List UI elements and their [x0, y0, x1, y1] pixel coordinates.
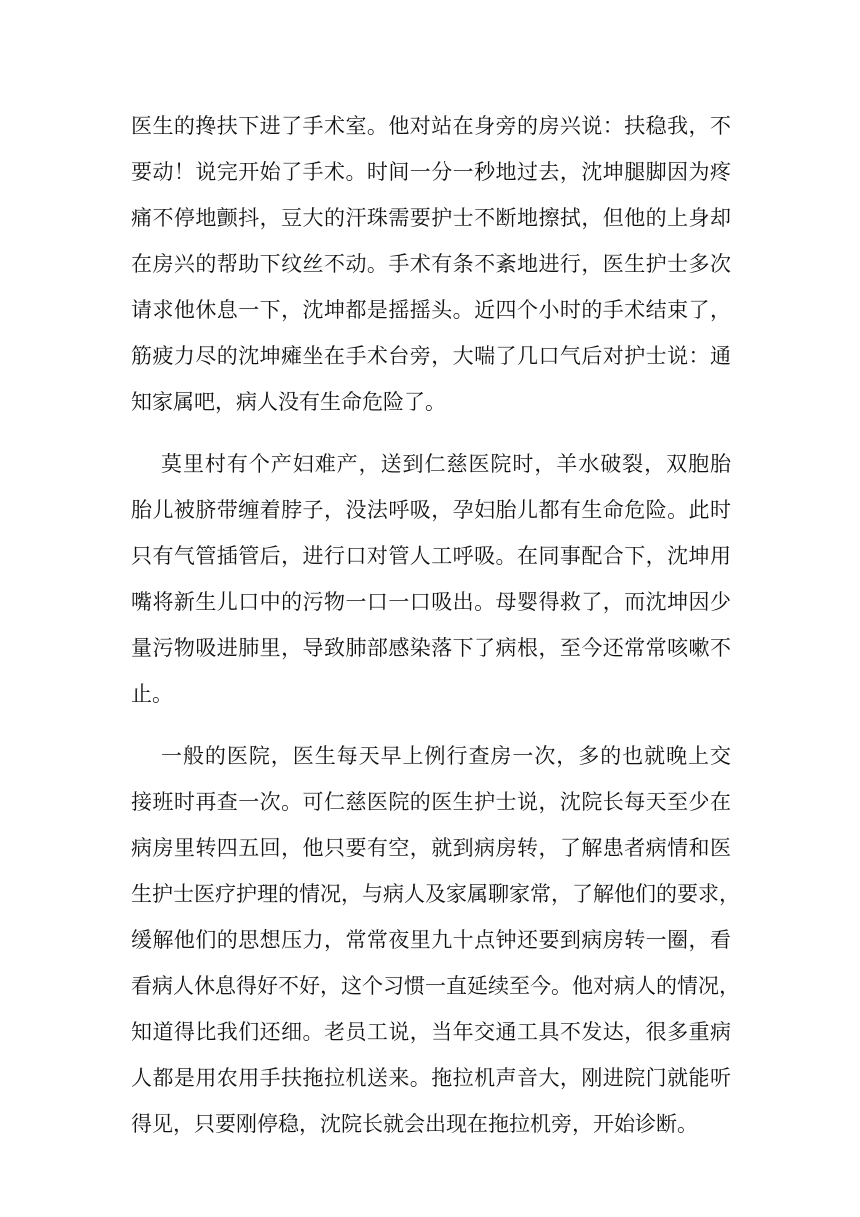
text-line: 缓解他们的思想压力，常常夜里九十点钟还要到病房转一圈，看	[131, 928, 731, 952]
paragraph-3	[131, 733, 740, 1147]
text-line: 痛不停地颤抖，豆大的汗珠需要护士不断地擦拭，但他的上身却	[131, 206, 731, 230]
text-line: 知家属吧，病人没有生命危险了。	[131, 390, 446, 414]
text-line: 得见，只要刚停稳，沈院长就会出现在拖拉机旁，开始诊断。	[131, 1112, 698, 1136]
text-line: 接班时再查一次。可仁慈医院的医生护士说，沈院长每天至少在	[131, 790, 731, 814]
text-line: 生护士医疗护理的情况，与病人及家属聊家常，了解他们的要求，	[131, 882, 740, 906]
text-line: 看病人休息得好不好，这个习惯一直延续至今。他对病人的情况，	[131, 974, 740, 998]
text-line: 人都是用农用手扶拖拉机送来。拖拉机声音大，刚进院门就能听	[131, 1066, 731, 1090]
text-line: 嘴将新生儿口中的污物一口一口吸出。母婴得救了，而沈坤因少	[131, 590, 731, 614]
text-line: 只有气管插管后，进行口对管人工呼吸。在同事配合下，沈坤用	[131, 544, 731, 568]
text-line: 医生的搀扶下进了手术室。他对站在身旁的房兴说：扶稳我，不	[131, 114, 731, 138]
text-line: 止。	[131, 682, 173, 706]
text-line: 请求他休息一下，沈坤都是摇摇头。近四个小时的手术结束了，	[131, 298, 731, 322]
text-line: 莫里村有个产妇难产，送到仁慈医院时，羊水破裂，双胞胎	[161, 452, 731, 476]
body-text	[131, 103, 740, 1147]
paragraph-2	[131, 441, 731, 717]
text-line: 量污物吸进肺里，导致肺部感染落下了病根，至今还常常咳嗽不	[131, 636, 731, 660]
text-line: 病房里转四五回，他只要有空，就到病房转，了解患者病情和医	[131, 836, 731, 860]
text-line: 胎儿被脐带缠着脖子，没法呼吸，孕妇胎儿都有生命危险。此时	[131, 498, 731, 522]
paragraph-spacer	[131, 425, 731, 441]
text-line: 筋疲力尽的沈坤瘫坐在手术台旁，大喘了几口气后对护士说：通	[131, 344, 731, 368]
text-line: 在房兴的帮助下纹丝不动。手术有条不紊地进行，医生护士多次	[131, 252, 731, 276]
text-line: 一般的医院，医生每天早上例行查房一次，多的也就晚上交	[161, 744, 731, 768]
text-line: 知道得比我们还细。老员工说，当年交通工具不发达，很多重病	[131, 1020, 731, 1044]
text-line: 要动！说完开始了手术。时间一分一秒地过去，沈坤腿脚因为疼	[131, 160, 731, 184]
paragraph-1	[131, 103, 731, 425]
paragraph-spacer	[131, 717, 731, 733]
